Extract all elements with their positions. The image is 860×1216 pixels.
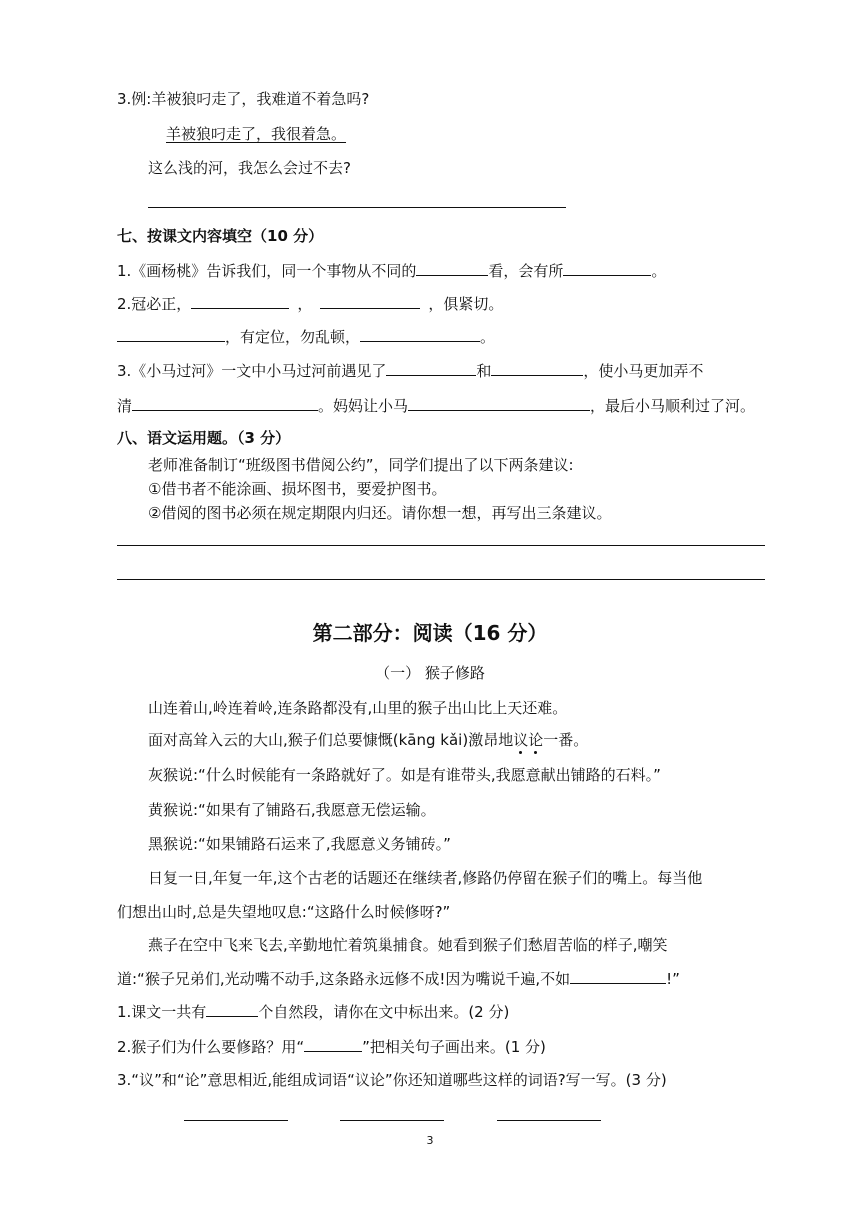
sec8-intro: 老师准备制订“班级图书借阅公约”，同学们提出了以下两条建议: (148, 456, 574, 474)
fill-blank[interactable] (570, 968, 666, 984)
sec7-q2-line2: ，有定位，勿乱顿， 。 (117, 326, 495, 347)
passage-paragraph: 黄猴说:“如果有了铺路石,我愿意无偿运输。 (148, 801, 436, 819)
sec8-item-1: ①借书者不能涂画、损坏图书，要爱护图书。 (148, 480, 447, 498)
fill-blank[interactable] (491, 360, 583, 376)
emphasis-dot-char: 论 (528, 731, 544, 749)
passage-paragraph: 山连着山,岭连着岭,连条路都没有,山里的猴子出山比上天还难。 (148, 699, 568, 717)
fill-blank[interactable] (386, 360, 476, 376)
fill-blank[interactable] (206, 1001, 258, 1017)
part2-question-1: 1.课文一共有 个自然段，请你在文中标出来。(2 分) (117, 1003, 510, 1021)
answer-line[interactable] (148, 207, 566, 208)
fill-blank[interactable] (320, 293, 420, 309)
fill-blank[interactable] (408, 395, 590, 411)
passage-subtitle: （一） 猴子修路 (375, 664, 485, 682)
section-7-heading: 七、按课文内容填空（10 分） (117, 227, 324, 245)
sec8-item-2: ②借阅的图书必须在规定期限内归还。请你想一想，再写出三条建议。 (148, 504, 612, 522)
q6-3-task: 这么浅的河，我怎么会过不去? (148, 159, 351, 177)
sec7-q3-line2: 清 。妈妈让小马 ，最后小马顺利过了河。 (117, 397, 756, 415)
fill-blank[interactable] (117, 326, 225, 342)
sec7-q2-line1: 2.冠必正， ， ，俱紧切。 (117, 295, 504, 313)
passage-paragraph: 灰猴说:“什么时候能有一条路就好了。如是有谁带头,我愿意献出铺路的石料。” (148, 766, 661, 784)
sec7-q1: 1.《画杨桃》告诉我们，同一个事物从不同的 看，会有所 。 (117, 262, 667, 280)
fill-blank[interactable] (191, 293, 289, 309)
q6-3-example-answer: 羊被狼叼走了，我很着急。 (166, 125, 347, 143)
sec7-q3-line1: 3.《小马过河》一文中小马过河前遇见了 和 ，使小马更加弄不 (117, 362, 704, 380)
answer-line[interactable] (497, 1120, 601, 1121)
part2-question-3: 3.“议”和“论”意思相近,能组成词语“议论”你还知道哪些这样的词语?写一写。(3 分) (117, 1071, 667, 1089)
fill-blank[interactable] (360, 326, 480, 342)
q6-3-example: 3.例:羊被狼叼走了，我难道不着急吗? (117, 90, 370, 108)
passage-paragraph: 黑猴说:“如果铺路石运来了,我愿意义务铺砖。” (148, 835, 451, 853)
answer-line[interactable] (117, 545, 765, 546)
answer-line[interactable] (117, 579, 765, 580)
passage-paragraph: 道:“猴子兄弟们,光动嘴不动手,这条路永远修不成!因为嘴说千遍,不如 !” (117, 970, 680, 988)
fill-blank[interactable] (416, 260, 488, 276)
passage-paragraph: 们想出山时,总是失望地叹息:“这路什么时候修呀?” (117, 903, 451, 921)
fill-blank[interactable] (132, 395, 318, 411)
part2-question-2: 2.猴子们为什么要修路？用“ ”把相关句子画出来。(1 分) (117, 1038, 546, 1056)
passage-paragraph: 面对高耸入云的大山,猴子们总要慷慨(kāng kǎi)激昂地议论一番。 (148, 731, 589, 749)
fill-blank[interactable] (304, 1036, 362, 1052)
fill-blank[interactable] (563, 260, 651, 276)
answer-line[interactable] (184, 1120, 288, 1121)
part-2-title: 第二部分：阅读（16 分） (312, 621, 548, 645)
page-number: 3 (426, 1134, 434, 1147)
passage-paragraph: 燕子在空中飞来飞去,辛勤地忙着筑巢捕食。她看到猴子们愁眉苦临的样子,嘲笑 (148, 936, 668, 954)
section-8-heading: 八、语文运用题。（3 分） (117, 429, 291, 447)
emphasis-dot-char: 议 (513, 731, 529, 749)
passage-paragraph: 日复一日,年复一年,这个古老的话题还在继续者,修路仍停留在猴子们的嘴上。每当他 (148, 869, 703, 887)
answer-line[interactable] (340, 1120, 444, 1121)
